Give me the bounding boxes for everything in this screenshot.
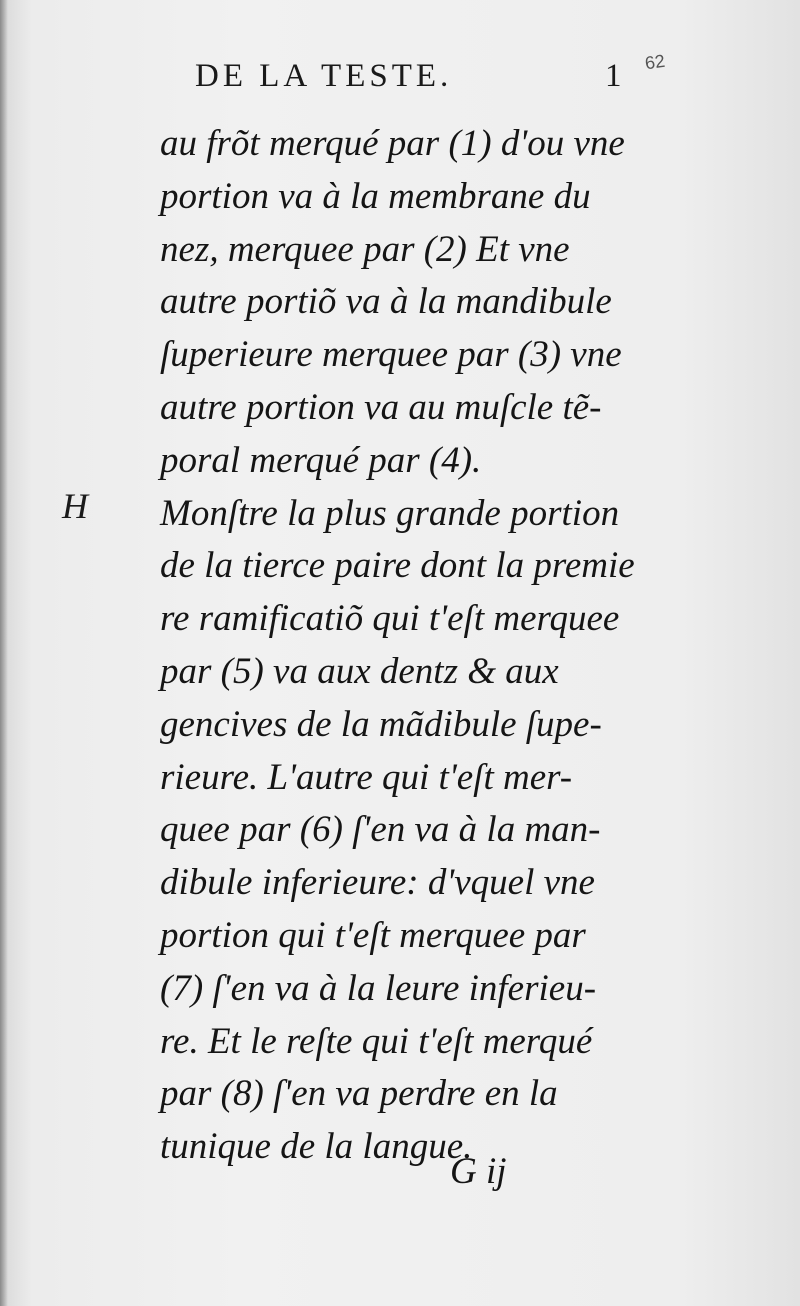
text-line: par (8) ſ'en va perdre en la <box>160 1073 558 1115</box>
text-line: autre portion va au muſcle tẽ- <box>160 386 602 428</box>
text-line: portion va à la membrane du <box>160 175 591 217</box>
text-line: re. Et le reſte qui t'eſt merqué <box>160 1020 593 1062</box>
text-line: ſuperieure merquee par (3) vne <box>160 334 622 376</box>
handwritten-annotation: 62 <box>643 50 667 74</box>
text-line: portion qui t'eſt merquee par <box>160 914 586 956</box>
text-line: rieure. L'autre qui t'eſt mer- <box>160 756 573 798</box>
folio-number: 1 <box>605 58 626 94</box>
text-line: nez, merquee par (2) Et vne <box>160 228 570 270</box>
text-line: par (5) va aux dentz & aux <box>160 650 559 692</box>
text-line: (7) ſ'en va à la leure inferieu- <box>160 967 597 1009</box>
running-head: DE LA TESTE. <box>195 58 453 94</box>
text-line: au frõt merqué par (1) d'ou vne <box>160 123 625 164</box>
text-line: quee par (6) ſ'en va à la man- <box>160 809 601 851</box>
text-line: gencives de la mãdibule ſupe- <box>160 703 602 745</box>
text-line: autre portiõ va à la mandibule <box>160 281 612 323</box>
gutter-shadow <box>0 0 8 1306</box>
signature-mark: G ij <box>450 1151 507 1192</box>
page-header <box>195 58 635 108</box>
text-line: de la tierce paire dont la premie <box>160 545 635 587</box>
text-line: Monſtre la plus grande portion <box>160 492 620 534</box>
text-line: poral merqué par (4). <box>160 439 482 481</box>
margin-marker: H <box>62 486 88 526</box>
text-line: tunique de la langue. <box>160 1126 473 1168</box>
body-text <box>160 118 650 1174</box>
text-line: dibule inferieure: d'vquel vne <box>160 862 595 904</box>
text-line: re ramificatiõ qui t'eſt merquee <box>160 598 620 640</box>
